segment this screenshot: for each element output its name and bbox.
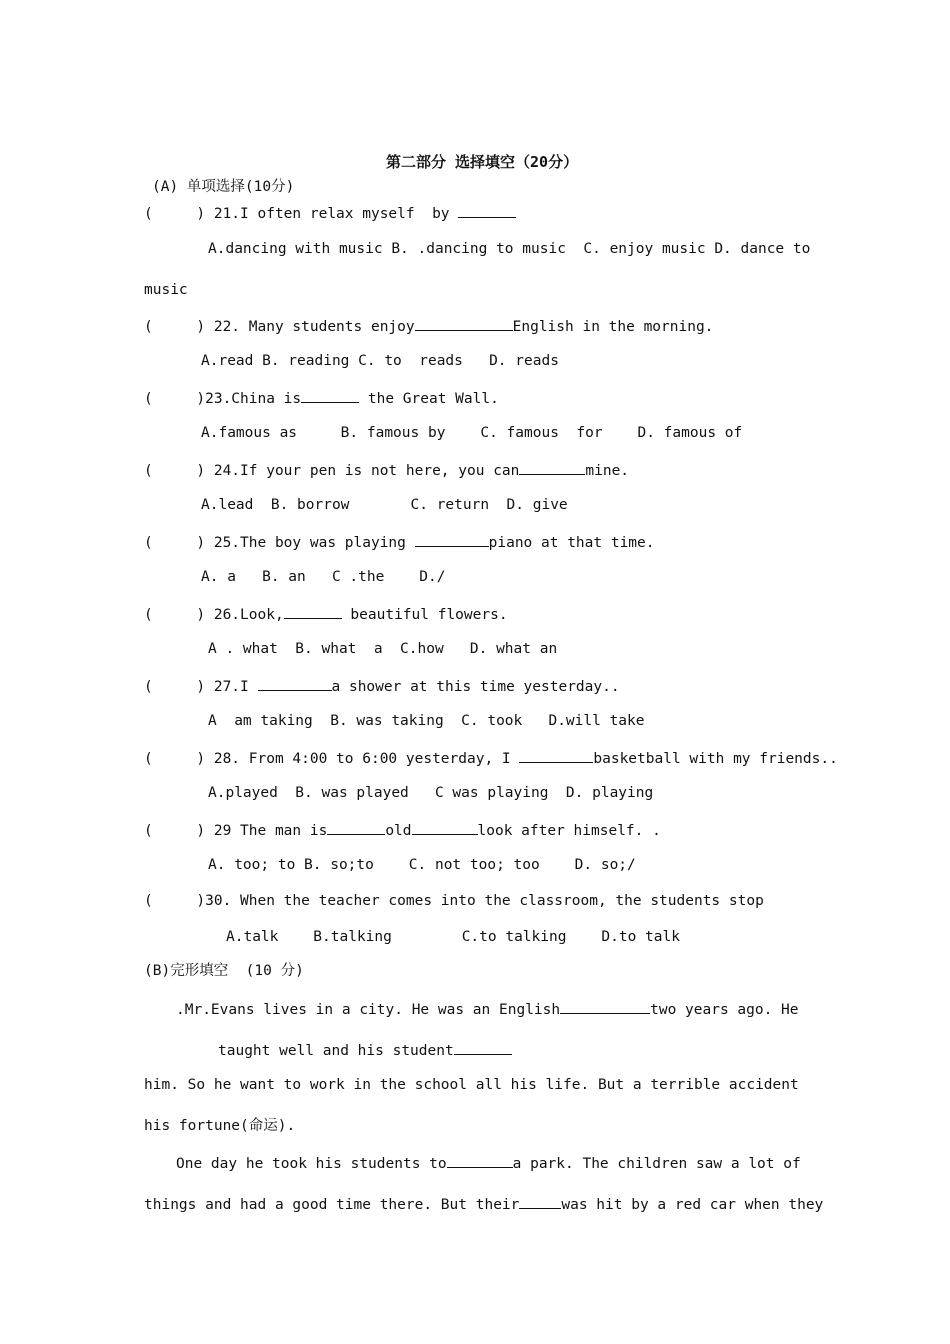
answer-blank: [519, 460, 585, 475]
passage-line-3: him. So he want to work in the school all his life. But a terrible accident: [144, 1077, 799, 1093]
question-21: [144, 203, 516, 223]
question-26-options: A . what B. what a C.how D. what an: [208, 641, 558, 657]
question-30-options: A.talk B.talking C.to talking D.to talk: [226, 929, 680, 945]
answer-blank: [415, 532, 489, 547]
question-23-options: A.famous as B. famous by C. famous for D. famous of: [201, 425, 743, 441]
question-23: [144, 388, 499, 408]
passage-line-4: his fortune(命运).: [144, 1118, 296, 1134]
passage-text: things and had a good time there. But their: [144, 1197, 520, 1213]
question-24-options: A.lead B. borrow C. return D. give: [201, 497, 568, 513]
question-stem-end: look after himself. .: [477, 823, 661, 839]
question-stem: ( ) 25.The boy was playing: [144, 535, 415, 551]
question-stem-end: beautiful flowers.: [341, 607, 508, 623]
question-stem: ( ) 28. From 4:00 to 6:00 yesterday, I: [144, 751, 520, 767]
answer-blank: [560, 999, 650, 1014]
question-stem: ( ) 22. Many students enjoy: [144, 319, 415, 335]
answer-blank: [519, 1194, 561, 1209]
question-29: [144, 820, 661, 840]
passage-text: .Mr.Evans lives in a city. He was an English: [176, 1002, 561, 1018]
section-title: 第二部分 选择填空（20分）: [386, 153, 579, 171]
question-stem: ( ) 21.I often relax myself by: [144, 206, 459, 222]
question-stem-end: a shower at this time yesterday..: [331, 679, 620, 695]
question-25: [144, 532, 655, 552]
question-22: [144, 316, 713, 336]
question-25-options: A. a B. an C .the D./: [201, 569, 446, 585]
answer-blank: [301, 388, 359, 403]
answer-blank: [447, 1153, 513, 1168]
question-24: [144, 460, 629, 480]
passage-line-1: [176, 999, 799, 1019]
question-22-options: A.read B. reading C. to reads D. reads: [201, 353, 559, 369]
question-21-options-cont: music: [144, 282, 188, 298]
question-stem-end: English in the morning.: [512, 319, 714, 335]
section-b-heading: (B)完形填空 (10 分): [144, 963, 304, 979]
passage-text: One day he took his students to: [176, 1156, 447, 1172]
passage-line-2: [218, 1040, 512, 1060]
passage-line-5: [176, 1153, 801, 1173]
answer-blank: [412, 820, 478, 835]
question-21-options: A.dancing with music B. .dancing to music C. enjoy music D. dance to: [208, 241, 811, 257]
question-stem-mid: old: [385, 823, 412, 839]
answer-blank: [284, 604, 342, 619]
passage-text: a park. The children saw a lot of: [512, 1156, 801, 1172]
question-28: [144, 748, 838, 768]
question-stem-end: mine.: [585, 463, 630, 479]
question-28-options: A.played B. was played C was playing D. playing: [208, 785, 654, 801]
question-29-options: A. too; to B. so;to C. not too; too D. so;/: [208, 857, 636, 873]
question-stem: ( ) 29 The man is: [144, 823, 328, 839]
passage-text: taught well and his student: [218, 1043, 454, 1059]
question-stem-end: piano at that time.: [488, 535, 655, 551]
question-stem-end: the Great Wall.: [359, 391, 499, 407]
question-26: [144, 604, 508, 624]
answer-blank: [519, 748, 593, 763]
question-stem: ( ) 26.Look,: [144, 607, 284, 623]
passage-line-6: [144, 1194, 823, 1214]
question-stem: ( ) 27.I: [144, 679, 258, 695]
question-27-options: A am taking B. was taking C. took D.will take: [208, 713, 645, 729]
question-30: ( )30. When the teacher comes into the classroom, the students stop: [144, 893, 764, 909]
passage-text: two years ago. He: [650, 1002, 799, 1018]
question-stem: ( ) 24.If your pen is not here, you can: [144, 463, 520, 479]
answer-blank: [458, 203, 516, 218]
question-stem: ( )23.China is: [144, 391, 302, 407]
section-a-heading: (A) 单项选择(10分): [152, 179, 295, 195]
answer-blank: [415, 316, 513, 331]
question-stem-end: basketball with my friends..: [593, 751, 838, 767]
passage-text: was hit by a red car when they: [561, 1197, 824, 1213]
answer-blank: [327, 820, 385, 835]
answer-blank: [454, 1040, 512, 1055]
question-27: [144, 676, 620, 696]
answer-blank: [258, 676, 332, 691]
